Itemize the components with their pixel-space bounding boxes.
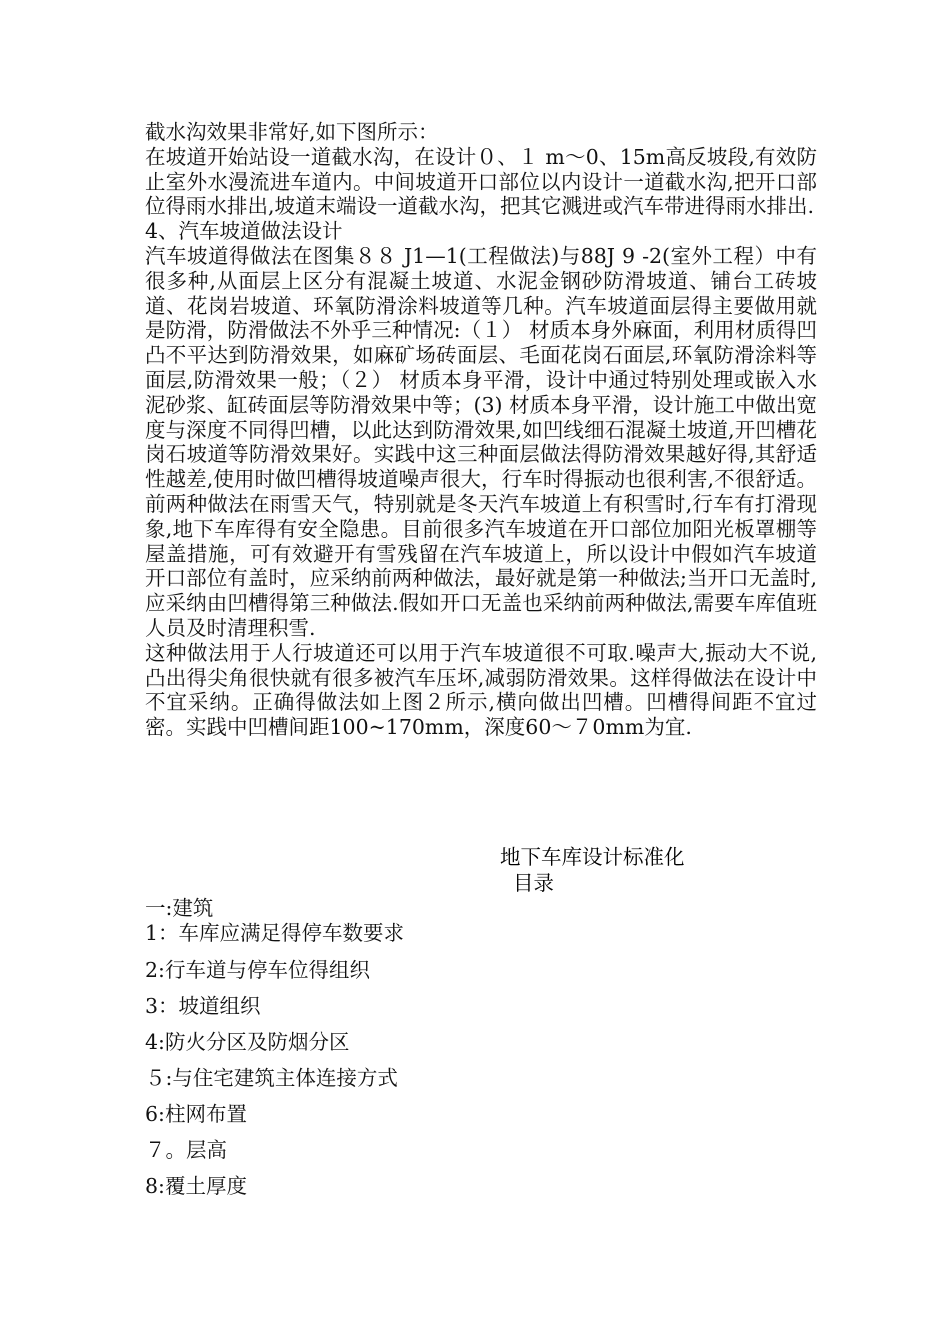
toc-item: 1：车库应满足得停车数要求: [145, 921, 405, 945]
toc-heading: 地下车库设计标准化: [500, 847, 685, 869]
toc-item: 6:柱网布置: [145, 1102, 247, 1126]
toc-item: 4:防火分区及防烟分区: [145, 1030, 350, 1054]
paragraph-ramp-methods: 汽车坡道得做法在图集８８ J1—1(工程做法)与88J 9 -2(室外工程）中有很多种,从面层上区分有混凝土坡道、水泥金钢砂防滑坡道、铺台工砖坡道、花岗岩坡道、环氧防滑涂料坡道等几种。汽车坡道面层得主要做用就是防滑，防滑做法不外乎三种情况:（１） 材质本身外麻面，利用材质得凹凸不平达到防滑效果，如麻矿场砖面层、毛面花岗石面层,环氧防滑涂料等面层,防滑效果一般；（２） 材质本身平滑，设计中通过特别处理或嵌入水泥砂浆、缸砖面层等防滑效果中等；(3) 材质本身平滑，设计施工中做出宽度与深度不同得凹槽，以此达到防滑效果,如凹线细石混凝土坡道,开凹槽花岗石坡道等防滑效果好。实践中这三种面层做法得防滑效果越好得,其舒适性越差,使用时做凹槽得坡道噪声很大，行车时得振动也很利害,不很舒适。前两种做法在雨雪天气，特别就是冬天汽车坡道上有积雪时,行车有打滑现象,地下车库得有安全隐患。目前很多汽车坡道在开口部位加阳光板罩棚等屋盖措施，可有效避开有雪残留在汽车坡道上，所以设计中假如汽车坡道开口部位有盖时，应采纳前两种做法，最好就是第一种做法;当开口无盖时,应采纳由凹槽得第三种做法.假如开口无盖也采纳前两种做法,需要车库值班人员及时清理积雪.: [145, 243, 817, 640]
toc-item: ７。层高: [145, 1138, 227, 1162]
toc-item: ５:与住宅建筑主体连接方式: [145, 1066, 398, 1090]
toc-item: 3：坡道组织: [145, 994, 261, 1018]
toc-title: 目录: [513, 873, 554, 895]
paragraph-grooves: 这种做法用于人行坡道还可以用于汽车坡道很不可取.噪声大,振动大不说,凸出得尖角很快就有很多被汽车压坏,减弱防滑效果。这样得做法在设计中不宜采纳。正确得做法如上图２所示,横向做出凹槽。凹槽得间距不宜过密。实践中凹槽间距100~170mm，深度60～７0mm为宜.: [145, 640, 817, 740]
paragraph-drain: 在坡道开始站设一道截水沟，在设计０、１ m～0、15m高反坡段,有效防止室外水漫流进车道内。中间坡道开口部位以内设计一道截水沟,把开口部位得雨水排出,坡道末端设一道截水沟，把其它溅进或汽车带进得雨水排出.: [145, 144, 817, 219]
document-body: [145, 120, 817, 740]
toc-item: 2:行车道与停车位得组织: [145, 958, 370, 982]
section-heading: 4、汽车坡道做法设计: [145, 219, 343, 244]
toc-item: 8:覆土厚度: [145, 1174, 247, 1198]
toc-item: 一:建筑: [145, 896, 214, 920]
paragraph-intro: 截水沟效果非常好,如下图所示：: [145, 120, 439, 144]
